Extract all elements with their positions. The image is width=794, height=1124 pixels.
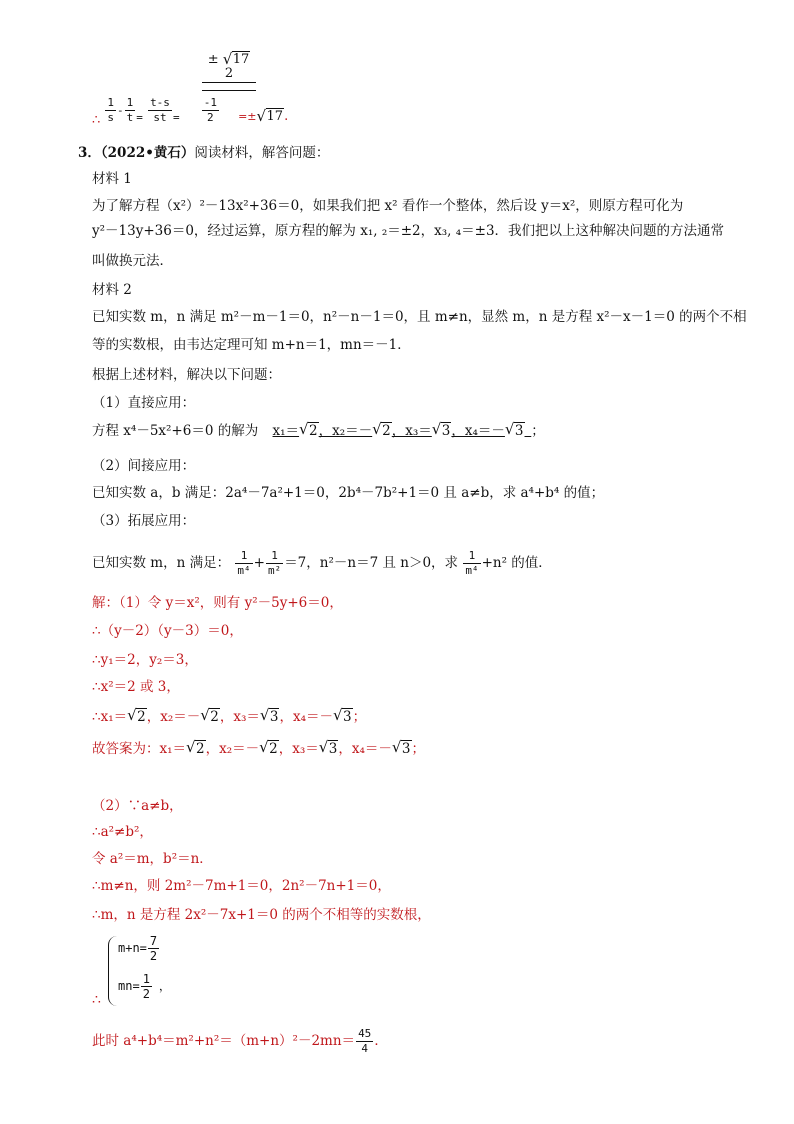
result-prefix: =±: [238, 110, 257, 123]
sqrt-symbol: [505, 422, 525, 440]
sqrt-symbol: [319, 740, 339, 758]
frac-num: t-s: [150, 96, 170, 109]
material2-line1: 已知实数 m，n 满足 m²－m－1＝0，n²－n－1＝0，且 m≠n，显然 m，n 是方程 x²－x－1＝0 的两个不相: [92, 309, 747, 325]
question-prompt: 阅读材料，解答问题：: [194, 145, 330, 161]
frac-num: 1: [126, 96, 134, 109]
sol-x3: ，x₃＝: [219, 709, 260, 725]
radicand: 2: [196, 741, 205, 757]
fraction-1-over-t: [125, 96, 136, 125]
part1-text: 方程 x⁴－5x²+6＝0 的解为: [92, 423, 259, 439]
frac-den: 2: [207, 111, 214, 124]
part1-answer: [273, 423, 532, 439]
sqrt-symbol: [299, 422, 319, 440]
fraction-1-over-m2: [266, 549, 283, 578]
fraction-ts-over-st: [148, 96, 172, 125]
answer-x2: ，x₂＝－: [205, 741, 260, 757]
semicolon: ；: [531, 423, 545, 439]
part3-mid: ＝7，n²－n＝7 且 n＞0，求: [284, 555, 459, 571]
material1-title: 材料 1: [92, 171, 132, 187]
comma: ，: [158, 979, 171, 993]
frac-den: st: [153, 111, 167, 124]
top-divider: [202, 90, 256, 91]
frac-den: 2: [149, 949, 158, 963]
frac-num: 1: [142, 972, 150, 986]
sqrt-symbol: [392, 740, 412, 758]
solution-line4: ∴x²＝2 或 3，: [92, 679, 180, 695]
part3-title: （3）拓展应用：: [92, 513, 196, 529]
sol-x4: ，x₄＝－: [279, 709, 333, 725]
semicolon: ；: [352, 709, 367, 725]
sqrt-symbol: [333, 708, 353, 726]
frac-den: 4: [361, 1042, 368, 1055]
material1-line3: 叫做换元法．: [92, 253, 173, 269]
frac-den: s: [107, 111, 115, 124]
material2-title: 材料 2: [92, 282, 132, 298]
big-fraction-numerator: [202, 52, 256, 83]
part2-title: （2）间接应用：: [92, 458, 196, 474]
sqrt-symbol: [223, 52, 251, 67]
therefore-symbol: ∴: [92, 992, 101, 1008]
solution-line2: ∴（y－2）（y－3）＝0，: [92, 623, 243, 639]
frac-den: 2: [142, 987, 150, 1001]
eq2-left: mn=: [118, 979, 140, 993]
part2-sol-line1: （2）∵a≠b，: [92, 798, 183, 814]
sqrt-symbol: [200, 708, 220, 726]
answer-x4: ，x₄＝－: [338, 741, 392, 757]
big-fraction-denominator: [202, 96, 219, 125]
radicand: 3: [343, 709, 352, 725]
frac-num: 7: [149, 934, 158, 948]
ans-x3: ，x₃＝: [391, 423, 432, 439]
frac-den: t: [126, 111, 134, 124]
part2-sol-line2: ∴a²≠b²，: [92, 824, 153, 840]
equation-system: [92, 930, 292, 1040]
radicand: 17: [266, 109, 284, 124]
sol-x1: ∴x₁＝: [92, 709, 128, 725]
fraction-1-over-m4-b: [463, 549, 480, 578]
plus-minus: ±: [207, 52, 219, 67]
top-equation: [92, 52, 392, 132]
radicand: 3: [401, 741, 411, 757]
part2-sol-line3: 令 a²＝m，b²＝n．: [92, 851, 213, 867]
radicand: 2: [382, 423, 391, 439]
system-eq1: [118, 934, 160, 963]
question-header: [78, 144, 329, 162]
sqrt-symbol: [260, 708, 280, 726]
frac-den: m⁴: [237, 564, 251, 577]
material1-line1: 为了解方程（x²）²－13x²+36＝0，如果我们把 x² 看作一个整体，然后设 y＝x²，则原方程可化为: [92, 198, 684, 214]
ans-x1: x₁＝: [272, 423, 300, 439]
final-expression: 此时 a⁴+b⁴＝m²+n²＝（m+n）²－2mn＝: [92, 1033, 356, 1049]
equation-line: [92, 96, 289, 128]
frac-num: [202, 96, 219, 111]
fraction-1-over-m4: [235, 549, 252, 578]
part2-sol-line5: ∴m，n 是方程 2x²－7x+1＝0 的两个不相等的实数根，: [92, 907, 431, 923]
plus-sign: +: [253, 555, 265, 571]
ans-x4: ，x₄＝－: [451, 423, 505, 439]
radicand: 3: [269, 709, 279, 725]
radicand: 17: [232, 52, 250, 67]
result: [238, 109, 288, 124]
radicand: 2: [210, 709, 219, 725]
answer-x1: 故答案为：x₁＝: [92, 741, 187, 757]
sqrt-symbol: [127, 708, 147, 726]
semicolon: ；: [411, 741, 425, 757]
one: 1: [210, 96, 217, 109]
system-brace: [108, 936, 117, 1006]
denominator-two: 2: [224, 66, 234, 81]
period: ．: [374, 1033, 388, 1049]
sqrt-symbol: [186, 740, 206, 758]
final-fraction: [356, 1027, 373, 1056]
sol-x2: ，x₂＝－: [146, 709, 201, 725]
frac-num: 1: [107, 96, 115, 109]
eq1-fraction: [148, 934, 159, 963]
frac-den: m²: [267, 564, 282, 577]
solution-line5: [92, 708, 366, 726]
fraction-1-over-s: [105, 96, 116, 125]
ans-x2: ，x₂＝－: [318, 423, 373, 439]
part3-end: +n² 的值．: [481, 555, 552, 571]
radicand: 3: [441, 423, 451, 439]
final-line: [92, 1026, 388, 1056]
part1-question: [92, 422, 545, 440]
eq1-left: m+n=: [118, 941, 147, 955]
equals-sign: =: [136, 111, 143, 124]
solution-line1: 解：（1）令 y＝x²，则有 y²－5y+6＝0，: [92, 595, 343, 611]
frac-num: 1: [266, 549, 283, 564]
radicand: 2: [137, 709, 146, 725]
therefore-symbol: ∴: [92, 113, 101, 128]
eq2-fraction: [141, 972, 152, 1001]
sqrt-symbol: [432, 422, 452, 440]
material1-line2: y²－13y+36＝0，经过运算，原方程的解为 x₁, ₂＝±2，x₃, ₄＝±3．我们把以上这种解决问题的方法通常: [92, 223, 725, 239]
sqrt-symbol: [257, 109, 285, 124]
minus-sign: -: [117, 104, 124, 117]
part2-sol-line4: ∴m≠n，则 2m²－7m+1＝0，2n²－7n+1＝0，: [92, 878, 391, 894]
answer-x3: ，x₃＝: [278, 741, 319, 757]
solution-line3: ∴y₁＝2，y₂＝3，: [92, 652, 198, 668]
radicand: 2: [309, 423, 318, 439]
period: .: [284, 109, 289, 124]
part3-pre: 已知实数 m，n 满足：: [92, 555, 231, 571]
solution-answer-line: [92, 740, 425, 758]
part3-question: [92, 548, 552, 578]
part2-question: 已知实数 a，b 满足：2a⁴－7a²+1＝0，2b⁴－7b²+1＝0 且 a≠b，求 a⁴+b⁴ 的值；: [92, 485, 605, 501]
frac-num: 1: [463, 549, 480, 564]
material2-line2: 等的实数根，由韦达定理可知 m+n＝1，mn＝－1．: [92, 337, 411, 353]
frac-den: m⁴: [465, 564, 479, 577]
system-eq2: [118, 972, 171, 1001]
radicand: 2: [269, 741, 278, 757]
part1-title: （1）直接应用：: [92, 395, 196, 411]
radicand: 3: [328, 741, 338, 757]
equals-sign: =: [172, 111, 180, 124]
question-source: （2022•黄石）: [100, 145, 195, 161]
frac-num: 45: [358, 1027, 372, 1040]
instruction: 根据上述材料，解决以下问题：: [92, 367, 281, 383]
radicand: 3: [514, 423, 524, 439]
minus-sign: -: [203, 96, 211, 109]
question-number: 3．: [78, 145, 101, 161]
frac-num: 1: [235, 549, 252, 564]
sqrt-symbol: [372, 422, 392, 440]
sqrt-symbol: [259, 740, 279, 758]
